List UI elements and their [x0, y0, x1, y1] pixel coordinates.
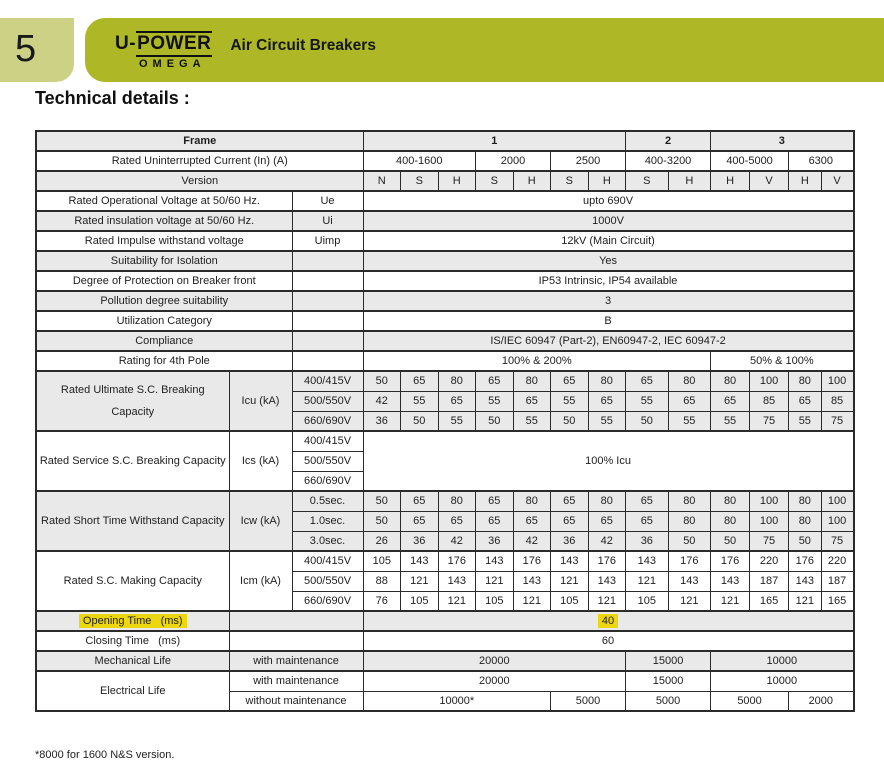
fourth-pole-cell-1 [292, 351, 363, 371]
icw-10-cell-0: 1.0sec. [292, 511, 363, 531]
table-row-closing-time [36, 631, 854, 651]
table-row-icm-415 [36, 551, 854, 571]
icm-415-cell-1: Icm (kA) [229, 551, 292, 611]
utilization-cell-0: Utilization Category [36, 311, 292, 331]
utilization-cell-2: B [363, 311, 854, 331]
icu-550-cell-7: 65 [588, 391, 626, 411]
uimp-cell-2: 12kV (Main Circuit) [363, 231, 854, 251]
icw-05-cell-7: 80 [513, 491, 551, 511]
icm-415-cell-12: 176 [711, 551, 750, 571]
icu-415-cell-8: 65 [551, 371, 589, 391]
ui-cell-1: Ui [292, 211, 363, 231]
table-row-frame [36, 131, 854, 151]
table-row-pollution [36, 291, 854, 311]
version-cell-11: V [750, 171, 789, 191]
table-row-icw-05 [36, 491, 854, 511]
utilization-cell-1 [292, 311, 363, 331]
icm-415-cell-14: 176 [789, 551, 822, 571]
compliance-cell-2: IS/IEC 60947 (Part-2), EN60947-2, IEC 60947-2 [363, 331, 854, 351]
icu-415-cell-2: 400/415V [292, 371, 363, 391]
icu-550-cell-13: 85 [821, 391, 854, 411]
protection-cell-1 [292, 271, 363, 291]
icm-550-cell-12: 143 [789, 571, 822, 591]
version-cell-12: H [789, 171, 822, 191]
fourth-pole-cell-0: Rating for 4th Pole [36, 351, 292, 371]
table-row-electrical-life-with [36, 671, 854, 691]
icw-10-cell-10: 80 [711, 511, 750, 531]
icu-550-cell-0: 500/550V [292, 391, 363, 411]
electrical-life-without-cell-3: 5000 [626, 691, 711, 711]
ics-415-cell-0: Rated Service S.C. Breaking Capacity [36, 431, 229, 491]
icu-415-cell-5: 80 [438, 371, 476, 391]
ui-cell-2: 1000V [363, 211, 854, 231]
icu-690-cell-9: 55 [668, 411, 711, 431]
icm-550-cell-13: 187 [821, 571, 854, 591]
icu-690-cell-11: 75 [750, 411, 789, 431]
ui-cell-0: Rated insulation voltage at 50/60 Hz. [36, 211, 292, 231]
table-row-icu-415 [36, 371, 854, 391]
opening-time-highlight: Opening Time (ms) [79, 614, 187, 628]
fourth-pole-cell-2: 100% & 200% [363, 351, 711, 371]
header-title: Air Circuit Breakers [230, 37, 376, 54]
rated-current-cell-1: 400-1600 [363, 151, 476, 171]
closing-time-cell-2: 60 [363, 631, 854, 651]
version-cell-3: H [438, 171, 476, 191]
icu-550-cell-10: 65 [711, 391, 750, 411]
version-cell-4: S [476, 171, 514, 191]
protection-cell-2: IP53 Intrinsic, IP54 available [363, 271, 854, 291]
version-cell-10: H [711, 171, 750, 191]
closing-time-cell-1 [229, 631, 363, 651]
icu-690-cell-7: 55 [588, 411, 626, 431]
icu-690-cell-10: 55 [711, 411, 750, 431]
rated-current-cell-5: 400-5000 [711, 151, 789, 171]
section-title: Technical details : [35, 88, 190, 108]
icu-690-cell-4: 50 [476, 411, 514, 431]
icw-10-cell-11: 100 [750, 511, 789, 531]
version-cell-2: S [401, 171, 439, 191]
fourth-pole-cell-3: 50% & 100% [711, 351, 854, 371]
table-row-ui [36, 211, 854, 231]
frame-cell-1: 1 [363, 131, 626, 151]
header-band [85, 18, 884, 82]
icw-30-cell-11: 75 [750, 531, 789, 551]
frame-cell-2: 2 [626, 131, 711, 151]
icm-550-cell-10: 143 [711, 571, 750, 591]
ics-415-cell-3: 100% Icu [363, 431, 854, 491]
icw-05-cell-0: Rated Short Time Withstand Capacity [36, 491, 229, 551]
technical-details-table [35, 130, 855, 712]
icm-415-cell-15: 220 [821, 551, 854, 571]
icw-05-cell-5: 80 [438, 491, 476, 511]
icw-05-cell-11: 80 [668, 491, 711, 511]
icw-30-cell-10: 50 [711, 531, 750, 551]
table-row-mechanical-life [36, 651, 854, 671]
icm-415-cell-8: 143 [551, 551, 589, 571]
version-cell-13: V [821, 171, 854, 191]
table-row-fourth-pole [36, 351, 854, 371]
icw-05-cell-4: 65 [401, 491, 439, 511]
icw-10-cell-12: 80 [789, 511, 822, 531]
icm-690-cell-6: 105 [551, 591, 589, 611]
isolation-cell-0: Suitability for Isolation [36, 251, 292, 271]
electrical-life-without-cell-1: 10000* [363, 691, 551, 711]
icm-415-cell-4: 143 [401, 551, 439, 571]
icm-690-cell-4: 105 [476, 591, 514, 611]
icu-550-cell-11: 85 [750, 391, 789, 411]
table-row-compliance [36, 331, 854, 351]
mechanical-life-cell-4: 10000 [711, 651, 854, 671]
icm-690-cell-13: 165 [821, 591, 854, 611]
rated-current-cell-4: 400-3200 [626, 151, 711, 171]
icm-415-cell-0: Rated S.C. Making Capacity [36, 551, 229, 611]
icu-415-cell-4: 65 [401, 371, 439, 391]
icw-05-cell-10: 65 [626, 491, 669, 511]
ics-690-cell-0: 660/690V [292, 471, 363, 491]
icu-690-cell-3: 55 [438, 411, 476, 431]
icm-415-cell-9: 176 [588, 551, 626, 571]
icu-415-cell-7: 80 [513, 371, 551, 391]
rated-current-cell-0: Rated Uninterrupted Current (In) (A) [36, 151, 363, 171]
icm-690-cell-0: 660/690V [292, 591, 363, 611]
icw-10-cell-1: 50 [363, 511, 401, 531]
brand-prefix: U- [115, 32, 137, 54]
icm-550-cell-0: 500/550V [292, 571, 363, 591]
compliance-cell-0: Compliance [36, 331, 292, 351]
icu-550-cell-12: 65 [789, 391, 822, 411]
icm-550-cell-11: 187 [750, 571, 789, 591]
icw-30-cell-8: 36 [626, 531, 669, 551]
version-cell-8: S [626, 171, 669, 191]
icw-05-cell-14: 80 [789, 491, 822, 511]
icm-550-cell-6: 121 [551, 571, 589, 591]
icw-30-cell-4: 36 [476, 531, 514, 551]
version-cell-5: H [513, 171, 551, 191]
pollution-cell-1 [292, 291, 363, 311]
brand-logo [115, 31, 212, 70]
isolation-cell-1 [292, 251, 363, 271]
icm-690-cell-11: 165 [750, 591, 789, 611]
table-row-version [36, 171, 854, 191]
electrical-life-with-cell-0: Electrical Life [36, 671, 229, 711]
icw-05-cell-15: 100 [821, 491, 854, 511]
table-row-protection [36, 271, 854, 291]
icm-550-cell-7: 143 [588, 571, 626, 591]
icu-415-cell-1: Icu (kA) [229, 371, 292, 431]
icm-690-cell-7: 121 [588, 591, 626, 611]
table-row-utilization [36, 311, 854, 331]
icm-415-cell-6: 143 [476, 551, 514, 571]
icm-550-cell-5: 143 [513, 571, 551, 591]
icm-415-cell-3: 105 [363, 551, 401, 571]
icu-690-cell-6: 50 [551, 411, 589, 431]
icw-30-cell-0: 3.0sec. [292, 531, 363, 551]
electrical-life-with-cell-2: 20000 [363, 671, 626, 691]
table-row-uimp [36, 231, 854, 251]
table-row-isolation [36, 251, 854, 271]
table-body [36, 131, 854, 711]
icu-415-cell-9: 80 [588, 371, 626, 391]
icu-415-cell-15: 100 [821, 371, 854, 391]
frame-cell-3: 3 [711, 131, 854, 151]
icu-415-cell-10: 65 [626, 371, 669, 391]
mechanical-life-cell-3: 15000 [626, 651, 711, 671]
icu-550-cell-3: 65 [438, 391, 476, 411]
opening-time-cell-2 [363, 611, 854, 631]
icw-30-cell-12: 50 [789, 531, 822, 551]
icw-05-cell-9: 80 [588, 491, 626, 511]
icu-415-cell-3: 50 [363, 371, 401, 391]
mechanical-life-cell-1: with maintenance [229, 651, 363, 671]
icu-550-cell-5: 65 [513, 391, 551, 411]
icm-690-cell-9: 121 [668, 591, 711, 611]
icm-415-cell-10: 143 [626, 551, 669, 571]
icw-30-cell-2: 36 [401, 531, 439, 551]
electrical-life-without-cell-0: without maintenance [229, 691, 363, 711]
icw-05-cell-12: 80 [711, 491, 750, 511]
icm-690-cell-1: 76 [363, 591, 401, 611]
ue-cell-2: upto 690V [363, 191, 854, 211]
opening-time-highlight: 40 [598, 614, 618, 628]
icw-30-cell-3: 42 [438, 531, 476, 551]
icm-690-cell-8: 105 [626, 591, 669, 611]
icw-10-cell-13: 100 [821, 511, 854, 531]
icu-690-cell-2: 50 [401, 411, 439, 431]
icu-550-cell-4: 55 [476, 391, 514, 411]
icw-10-cell-6: 65 [551, 511, 589, 531]
rated-current-cell-3: 2500 [551, 151, 626, 171]
version-cell-7: H [588, 171, 626, 191]
icm-415-cell-11: 176 [668, 551, 711, 571]
icu-550-cell-9: 65 [668, 391, 711, 411]
ue-cell-0: Rated Operational Voltage at 50/60 Hz. [36, 191, 292, 211]
uimp-cell-1: Uimp [292, 231, 363, 251]
ics-415-cell-1: Ics (kA) [229, 431, 292, 491]
icw-30-cell-13: 75 [821, 531, 854, 551]
ue-cell-1: Ue [292, 191, 363, 211]
page-number: 5 [15, 28, 37, 70]
electrical-life-without-cell-4: 5000 [711, 691, 789, 711]
icu-550-cell-6: 55 [551, 391, 589, 411]
icw-05-cell-2: 0.5sec. [292, 491, 363, 511]
icm-550-cell-2: 121 [401, 571, 439, 591]
icw-10-cell-7: 65 [588, 511, 626, 531]
ics-550-cell-0: 500/550V [292, 451, 363, 471]
icm-415-cell-2: 400/415V [292, 551, 363, 571]
brand-sub: OMEGA [139, 57, 206, 70]
icm-690-cell-12: 121 [789, 591, 822, 611]
icu-550-cell-1: 42 [363, 391, 401, 411]
icm-550-cell-4: 121 [476, 571, 514, 591]
icm-550-cell-3: 143 [438, 571, 476, 591]
icu-690-cell-0: 660/690V [292, 411, 363, 431]
icw-10-cell-4: 65 [476, 511, 514, 531]
icw-10-cell-5: 65 [513, 511, 551, 531]
icu-550-cell-8: 55 [626, 391, 669, 411]
icu-550-cell-2: 55 [401, 391, 439, 411]
footnote: *8000 for 1600 N&S version. [35, 749, 175, 761]
closing-time-cell-0: Closing Time (ms) [36, 631, 229, 651]
icw-30-cell-1: 26 [363, 531, 401, 551]
icm-550-cell-8: 121 [626, 571, 669, 591]
icu-690-cell-1: 36 [363, 411, 401, 431]
icw-30-cell-6: 36 [551, 531, 589, 551]
icm-690-cell-3: 121 [438, 591, 476, 611]
icw-05-cell-8: 65 [551, 491, 589, 511]
icw-05-cell-13: 100 [750, 491, 789, 511]
icu-690-cell-13: 75 [821, 411, 854, 431]
electrical-life-without-cell-5: 2000 [789, 691, 854, 711]
icm-690-cell-5: 121 [513, 591, 551, 611]
icm-415-cell-5: 176 [438, 551, 476, 571]
brand-power: POWER [136, 31, 212, 57]
table-row-opening-time [36, 611, 854, 631]
version-cell-0: Version [36, 171, 363, 191]
version-cell-1: N [363, 171, 401, 191]
icu-690-cell-12: 55 [789, 411, 822, 431]
icw-30-cell-9: 50 [668, 531, 711, 551]
mechanical-life-cell-2: 20000 [363, 651, 626, 671]
electrical-life-with-cell-3: 15000 [626, 671, 711, 691]
table-row-ue [36, 191, 854, 211]
icw-05-cell-6: 65 [476, 491, 514, 511]
icw-30-cell-7: 42 [588, 531, 626, 551]
icm-415-cell-7: 176 [513, 551, 551, 571]
electrical-life-with-cell-4: 10000 [711, 671, 854, 691]
icw-30-cell-5: 42 [513, 531, 551, 551]
icm-415-cell-13: 220 [750, 551, 789, 571]
electrical-life-without-cell-2: 5000 [551, 691, 626, 711]
icw-05-cell-3: 50 [363, 491, 401, 511]
icu-415-cell-0: Rated Ultimate S.C. Breaking Capacity [36, 371, 229, 431]
icm-550-cell-9: 143 [668, 571, 711, 591]
icu-415-cell-12: 80 [711, 371, 750, 391]
icm-690-cell-2: 105 [401, 591, 439, 611]
icu-415-cell-6: 65 [476, 371, 514, 391]
icu-690-cell-8: 50 [626, 411, 669, 431]
icu-415-cell-11: 80 [668, 371, 711, 391]
isolation-cell-2: Yes [363, 251, 854, 271]
version-cell-6: S [551, 171, 589, 191]
protection-cell-0: Degree of Protection on Breaker front [36, 271, 292, 291]
brand-logo-wordmark [115, 31, 212, 57]
icm-690-cell-10: 121 [711, 591, 750, 611]
icw-10-cell-3: 65 [438, 511, 476, 531]
icw-10-cell-2: 65 [401, 511, 439, 531]
version-cell-9: H [668, 171, 711, 191]
rated-current-cell-6: 6300 [789, 151, 854, 171]
pollution-cell-2: 3 [363, 291, 854, 311]
pollution-cell-0: Pollution degree suitability [36, 291, 292, 311]
mechanical-life-cell-0: Mechanical Life [36, 651, 229, 671]
compliance-cell-1 [292, 331, 363, 351]
icw-05-cell-1: Icw (kA) [229, 491, 292, 551]
icw-10-cell-9: 80 [668, 511, 711, 531]
icu-690-cell-5: 55 [513, 411, 551, 431]
frame-cell-0: Frame [36, 131, 363, 151]
table-row-rated-current [36, 151, 854, 171]
icu-415-cell-13: 100 [750, 371, 789, 391]
ics-415-cell-2: 400/415V [292, 431, 363, 451]
opening-time-cell-0 [36, 611, 229, 631]
rated-current-cell-2: 2000 [476, 151, 551, 171]
table-row-ics-415 [36, 431, 854, 451]
icw-10-cell-8: 65 [626, 511, 669, 531]
opening-time-cell-1 [229, 611, 363, 631]
uimp-cell-0: Rated Impulse withstand voltage [36, 231, 292, 251]
icm-550-cell-1: 88 [363, 571, 401, 591]
icu-415-cell-14: 80 [789, 371, 822, 391]
electrical-life-with-cell-1: with maintenance [229, 671, 363, 691]
page-number-tab [0, 18, 74, 82]
